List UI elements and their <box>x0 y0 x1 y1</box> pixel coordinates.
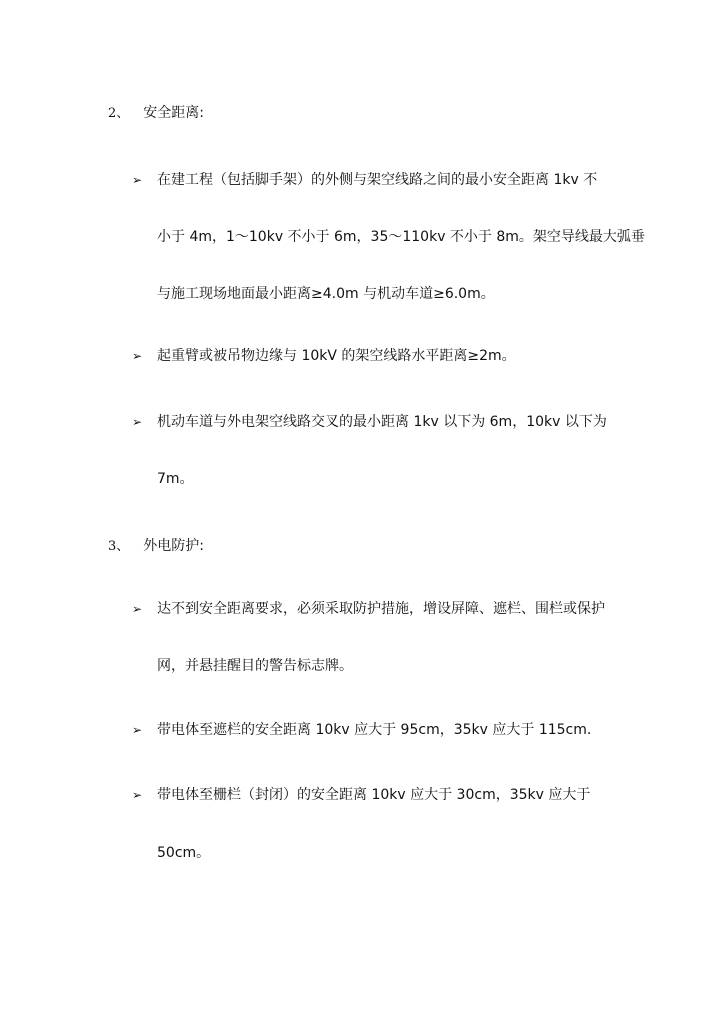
bullet-arrow-icon: ➢ <box>132 723 143 737</box>
paragraph-line: 起重臂或被吊物边缘与 10kV 的架空线路水平距离≥2m。 <box>157 348 516 364</box>
bullet-arrow-icon: ➢ <box>132 349 143 363</box>
paragraph-line: 小于 4m，1～10kv 不小于 6m，35～110kv 不小于 8m。架空导线最大弧垂 <box>157 229 645 245</box>
paragraph-line: 在建工程（包括脚手架）的外侧与架空线路之间的最小安全距离 1kv 不 <box>157 172 598 188</box>
paragraph-line: 50cm。 <box>157 845 211 861</box>
bullet-arrow-icon: ➢ <box>132 788 143 802</box>
paragraph-line: 7m。 <box>157 471 194 487</box>
bullet-arrow-icon: ➢ <box>132 173 143 187</box>
section-title: 安全距离: <box>143 105 204 121</box>
paragraph-line: 达不到安全距离要求，必须采取防护措施，增设屏障、遮栏、围栏或保护 <box>157 601 605 617</box>
paragraph-line: 机动车道与外电架空线路交叉的最小距离 1kv 以下为 6m，10kv 以下为 <box>157 414 607 430</box>
paragraph-line: 网，并悬挂醒目的警告标志牌。 <box>157 658 353 674</box>
bullet-arrow-icon: ➢ <box>132 602 143 616</box>
paragraph-line: 带电体至栅栏（封闭）的安全距离 10kv 应大于 30cm，35kv 应大于 <box>157 787 591 803</box>
section-number: 2、 <box>108 106 130 121</box>
section-heading-3 <box>108 536 204 557</box>
bullet-arrow-icon: ➢ <box>132 415 143 429</box>
section-heading-2 <box>108 103 204 124</box>
paragraph-line: 与施工现场地面最小距离≥4.0m 与机动车道≥6.0m。 <box>157 286 495 302</box>
paragraph-line: 带电体至遮栏的安全距离 10kv 应大于 95cm，35kv 应大于 115cm. <box>157 722 592 738</box>
section-title: 外电防护: <box>143 538 204 554</box>
section-number: 3、 <box>108 539 130 554</box>
